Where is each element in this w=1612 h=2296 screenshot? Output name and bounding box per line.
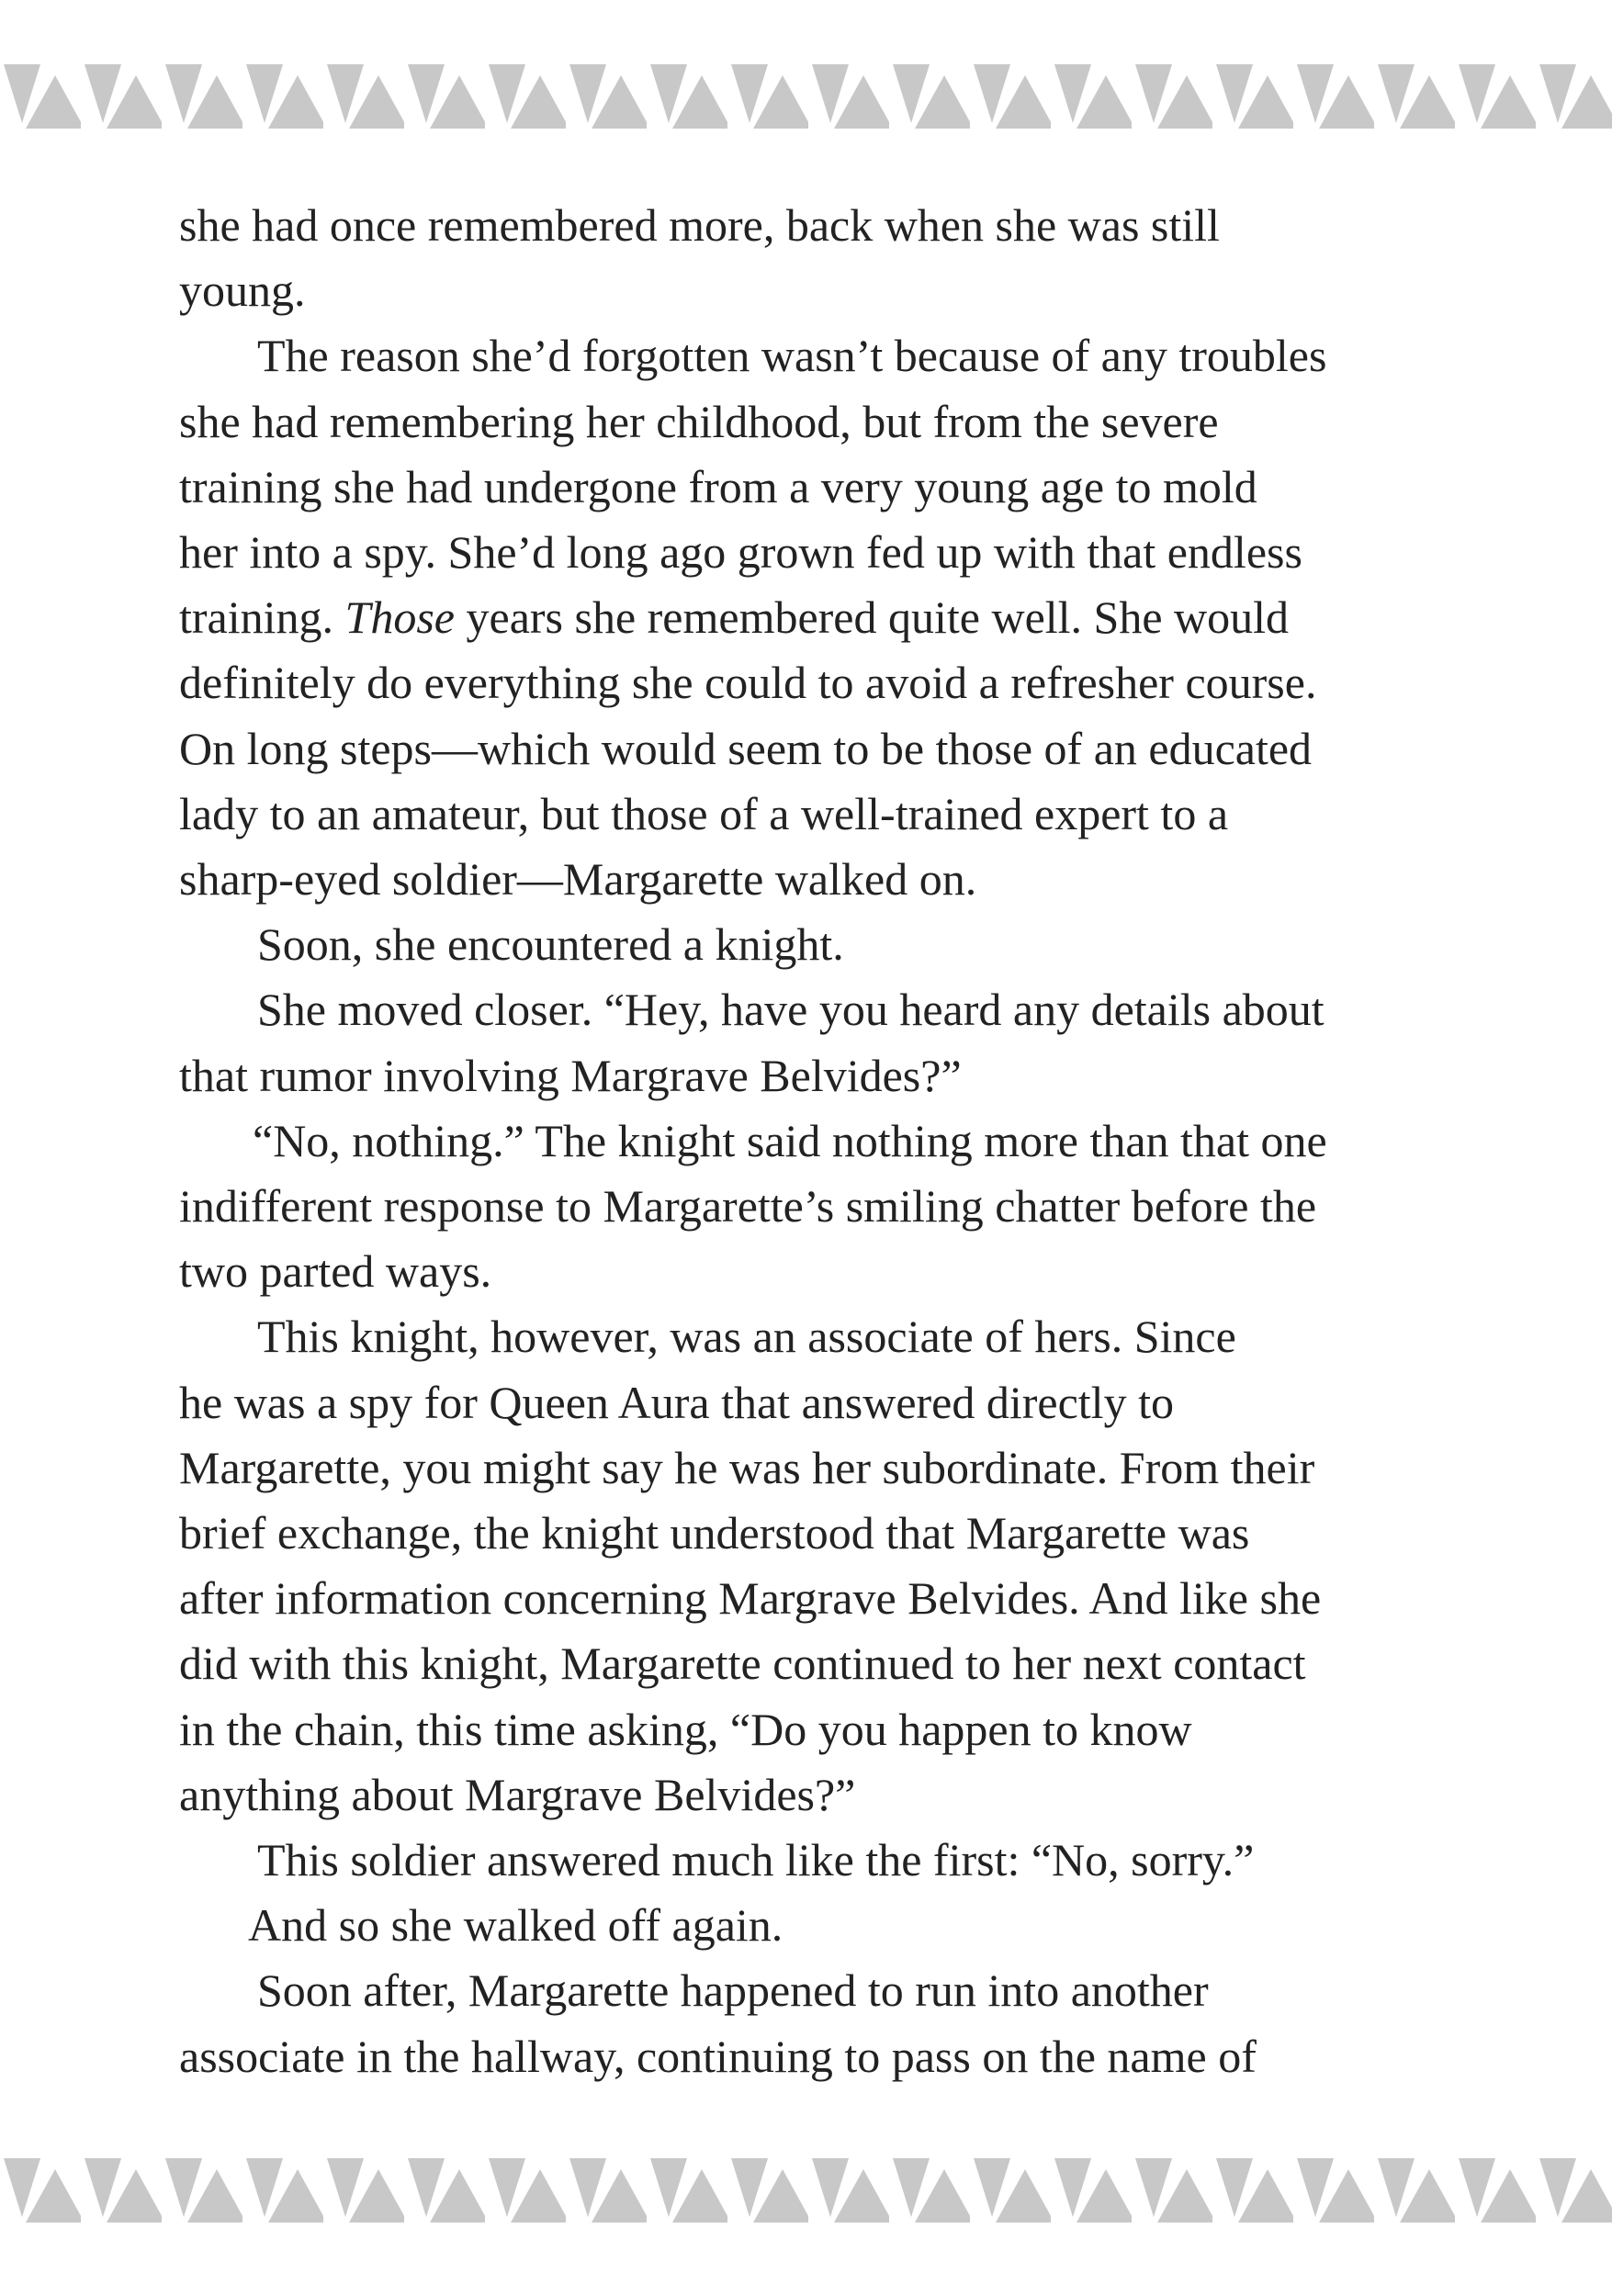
text-line-10: lady to an amateur, but those of a well-trained expert to a [179, 787, 1229, 839]
text-line-18: This knight, however, was an associate of hers. Since [257, 1311, 1236, 1363]
text-line-3: The reason she’d forgotten wasn’t because of any troubles [257, 330, 1327, 382]
text-line-7-pre: training. [179, 591, 345, 644]
text-line-12: Soon, she encountered a knight. [257, 918, 844, 971]
text-line-22: after information concerning Margrave Belvides. And like she [179, 1572, 1322, 1625]
text-line-21: brief exchange, the knight understood that Margarette was [179, 1507, 1250, 1559]
text-line-8: definitely do everything she could to avoid a refresher course. [179, 657, 1317, 709]
body-text [179, 193, 1465, 2089]
text-line-5: training she had undergone from a very young age to mold [179, 460, 1257, 512]
top-triangle-border [0, 55, 1612, 138]
text-line-23: did with this knight, Margarette continued to her next contact [179, 1638, 1306, 1690]
text-line-29: associate in the hallway, continuing to pass on the name of [179, 2030, 1257, 2082]
text-line-7-post: years she remembered quite well. She would [455, 591, 1290, 644]
text-line-9: On long steps—which would seem to be those of an educated [179, 722, 1313, 774]
text-line-2: young. [179, 264, 306, 317]
text-line-27: And so she walked off again. [248, 1899, 783, 1952]
text-line-26: This soldier answered much like the first: “No, sorry.” [257, 1834, 1255, 1886]
text-line-7 [179, 585, 1465, 650]
top-triangle-pattern [0, 55, 1612, 138]
emphasized-word: Those [344, 591, 455, 644]
text-line-19: he was a spy for Queen Aura that answered directly to [179, 1376, 1174, 1428]
text-line-17: two parted ways. [179, 1245, 492, 1298]
text-line-13: She moved closer. “Hey, have you heard any details about [257, 984, 1325, 1036]
text-line-4: she had remembering her childhood, but from the severe [179, 395, 1219, 447]
bottom-triangle-border [0, 2149, 1612, 2232]
text-line-16: indifferent response to Margarette’s smiling chatter before the [179, 1180, 1317, 1232]
text-line-20: Margarette, you might say he was her subordinate. From their [179, 1441, 1315, 1493]
text-line-15: “No, nothing.” The knight said nothing more than that one [253, 1114, 1327, 1166]
text-line-24: in the chain, this time asking, “Do you happen to know [179, 1703, 1192, 1755]
bottom-triangle-pattern [0, 2149, 1612, 2232]
text-line-14: that rumor involving Margrave Belvides?” [179, 1049, 962, 1101]
text-line-25: anything about Margrave Belvides?” [179, 1768, 856, 1820]
text-line-6: her into a spy. She’d long ago grown fed up with that endless [179, 526, 1302, 579]
text-line-11: sharp-eyed soldier—Margarette walked on. [179, 853, 977, 906]
text-line-28: Soon after, Margarette happened to run into another [257, 1964, 1209, 2017]
text-line-1: she had once remembered more, back when she was still [179, 199, 1220, 251]
